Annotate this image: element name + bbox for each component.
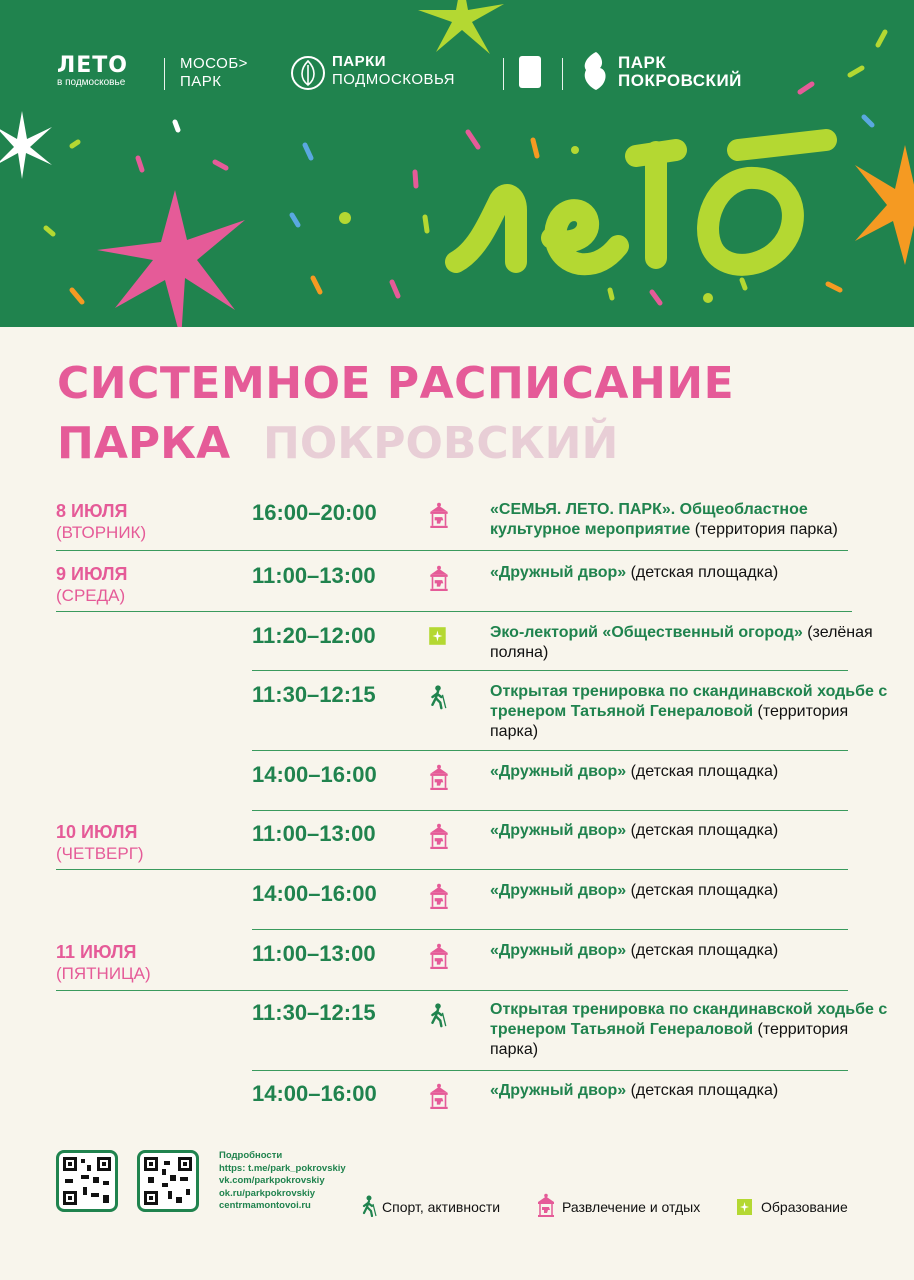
leaf-icon <box>290 55 326 91</box>
education-icon <box>736 1197 754 1217</box>
walker-icon <box>428 684 450 708</box>
event-time: 16:00–20:00 <box>252 500 377 525</box>
event-title: «Дружный двор» <box>490 942 627 959</box>
carousel-icon <box>428 943 450 967</box>
row-divider <box>252 750 848 751</box>
logo-divider <box>503 58 504 90</box>
event-description <box>490 682 890 742</box>
event-place: (детская площадка) <box>630 822 779 839</box>
qr-code-vk[interactable] <box>137 1150 199 1212</box>
legend-education-label: Образование <box>761 1199 848 1215</box>
row-divider <box>252 810 848 811</box>
event-time: 14:00–16:00 <box>252 1081 377 1106</box>
confetti-decoration <box>0 0 914 327</box>
mosobl-park-logo[interactable] <box>180 55 248 91</box>
lime-star-decoration <box>418 0 504 54</box>
walker-icon <box>360 1195 378 1217</box>
event-description <box>490 623 890 663</box>
event-description <box>490 500 890 540</box>
parki-line2: ПОДМОСКОВЬЯ <box>332 71 456 88</box>
event-date: 11 ИЮЛЯ <box>56 942 137 962</box>
event-title: «Дружный двор» <box>490 822 627 839</box>
legend-entertainment-label: Развлечение и отдых <box>562 1199 701 1215</box>
event-description <box>490 762 890 782</box>
pokrovsky-line2: ПОКРОВСКИЙ <box>618 71 742 90</box>
pink-star-decoration <box>97 190 245 327</box>
event-time: 11:30–12:15 <box>252 1000 376 1025</box>
event-title: «Дружный двор» <box>490 564 627 581</box>
logo-divider <box>562 58 563 90</box>
carousel-icon <box>428 764 450 788</box>
event-weekday: (ВТОРНИК) <box>56 523 147 542</box>
row-divider <box>252 929 848 930</box>
page-title-line1: СИСТЕМНОЕ РАСПИСАНИЕ <box>57 358 735 409</box>
qr-code-icon <box>140 1153 196 1209</box>
carousel-icon <box>428 502 450 526</box>
event-place: (территория парка) <box>694 521 838 538</box>
event-place: (детская площадка) <box>630 882 779 899</box>
event-title: Открытая тренировка по скандинавской ходьбе с тренером Татьяной Генераловой <box>490 1001 888 1038</box>
education-icon <box>428 625 450 649</box>
row-divider <box>252 1070 848 1071</box>
event-date: 10 ИЮЛЯ <box>56 822 138 842</box>
page-title-line2-a: ПАРКА <box>57 418 231 469</box>
mosobl-line2: ПАРК <box>180 73 222 90</box>
carousel-icon <box>428 883 450 907</box>
event-time: 14:00–16:00 <box>252 762 377 787</box>
event-title: Эко-лекторий «Общественный огород» <box>490 624 803 641</box>
event-weekday: (ЧЕТВЕРГ) <box>56 844 144 863</box>
info-label: Подробности <box>219 1150 283 1161</box>
event-title: «СЕМЬЯ. ЛЕТО. ПАРК». Общеобластное культурное мероприятие <box>490 501 808 538</box>
event-time: 11:30–12:15 <box>252 682 376 707</box>
event-weekday: (ПЯТНИЦА) <box>56 964 151 983</box>
event-date: 9 ИЮЛЯ <box>56 564 128 584</box>
page-title-line2-b: ПОКРОВСКИЙ <box>263 418 619 469</box>
info-block <box>219 1150 346 1213</box>
event-place: (детская площадка) <box>630 942 779 959</box>
link-telegram[interactable]: https: t.me/park_pokrovskiy <box>219 1162 346 1174</box>
link-vk[interactable]: vk.com/parkpokrovskiy <box>219 1175 325 1187</box>
event-place: (детская площадка) <box>630 763 779 780</box>
walker-icon <box>428 1002 450 1026</box>
event-place: (зелёная поляна) <box>490 624 873 661</box>
event-place: (территория парка) <box>490 1021 849 1058</box>
event-description <box>490 1081 890 1101</box>
event-date: 8 ИЮЛЯ <box>56 501 128 521</box>
event-time: 11:00–13:00 <box>252 821 376 846</box>
row-divider <box>56 869 848 870</box>
event-description <box>490 1000 890 1060</box>
event-description <box>490 821 890 841</box>
event-title: Открытая тренировка по скандинавской ходьбе с тренером Татьяной Генераловой <box>490 683 888 720</box>
qr-code-icon <box>59 1153 115 1209</box>
event-title: «Дружный двор» <box>490 763 627 780</box>
pokrovsky-line1: ПАРК <box>618 53 667 72</box>
header-banner <box>0 0 914 327</box>
link-ok[interactable]: ok.ru/parkpokrovskiy <box>219 1187 316 1199</box>
carousel-icon <box>428 1083 450 1107</box>
leto-logo-small: в подмосковье <box>57 77 126 88</box>
leto-logo[interactable] <box>57 55 128 89</box>
event-place: (детская площадка) <box>630 1082 779 1099</box>
link-website[interactable]: centrmamontovoi.ru <box>219 1200 311 1212</box>
bird-emblem-icon <box>580 50 610 92</box>
orange-star-decoration <box>855 145 914 265</box>
emblem-icon <box>519 56 541 88</box>
event-place: (территория парка) <box>490 703 849 740</box>
carousel-icon <box>428 823 450 847</box>
event-place: (детская площадка) <box>630 564 779 581</box>
row-divider <box>252 670 848 671</box>
event-time: 11:00–13:00 <box>252 941 376 966</box>
event-description <box>490 881 890 901</box>
qr-code-telegram[interactable] <box>56 1150 118 1212</box>
row-divider <box>56 550 848 551</box>
event-title: «Дружный двор» <box>490 882 627 899</box>
event-time: 14:00–16:00 <box>252 881 377 906</box>
hero-lettering-leto <box>456 140 826 265</box>
white-star-decoration <box>0 111 52 179</box>
event-time: 11:20–12:00 <box>252 623 376 648</box>
leto-logo-big: ЛЕТО <box>57 53 129 78</box>
event-description <box>490 941 890 961</box>
row-divider <box>56 611 852 612</box>
event-description <box>490 563 890 583</box>
legend-sport-label: Спорт, активности <box>382 1199 501 1215</box>
carousel-icon <box>428 565 450 589</box>
logo-divider <box>164 58 165 90</box>
event-weekday: (СРЕДА) <box>56 586 126 605</box>
carousel-icon <box>536 1193 556 1217</box>
event-time: 11:00–13:00 <box>252 563 376 588</box>
row-divider <box>56 990 848 991</box>
event-title: «Дружный двор» <box>490 1082 627 1099</box>
parki-line1: ПАРКИ <box>332 53 387 70</box>
mosobl-line1: МОСОБ> <box>180 55 248 72</box>
